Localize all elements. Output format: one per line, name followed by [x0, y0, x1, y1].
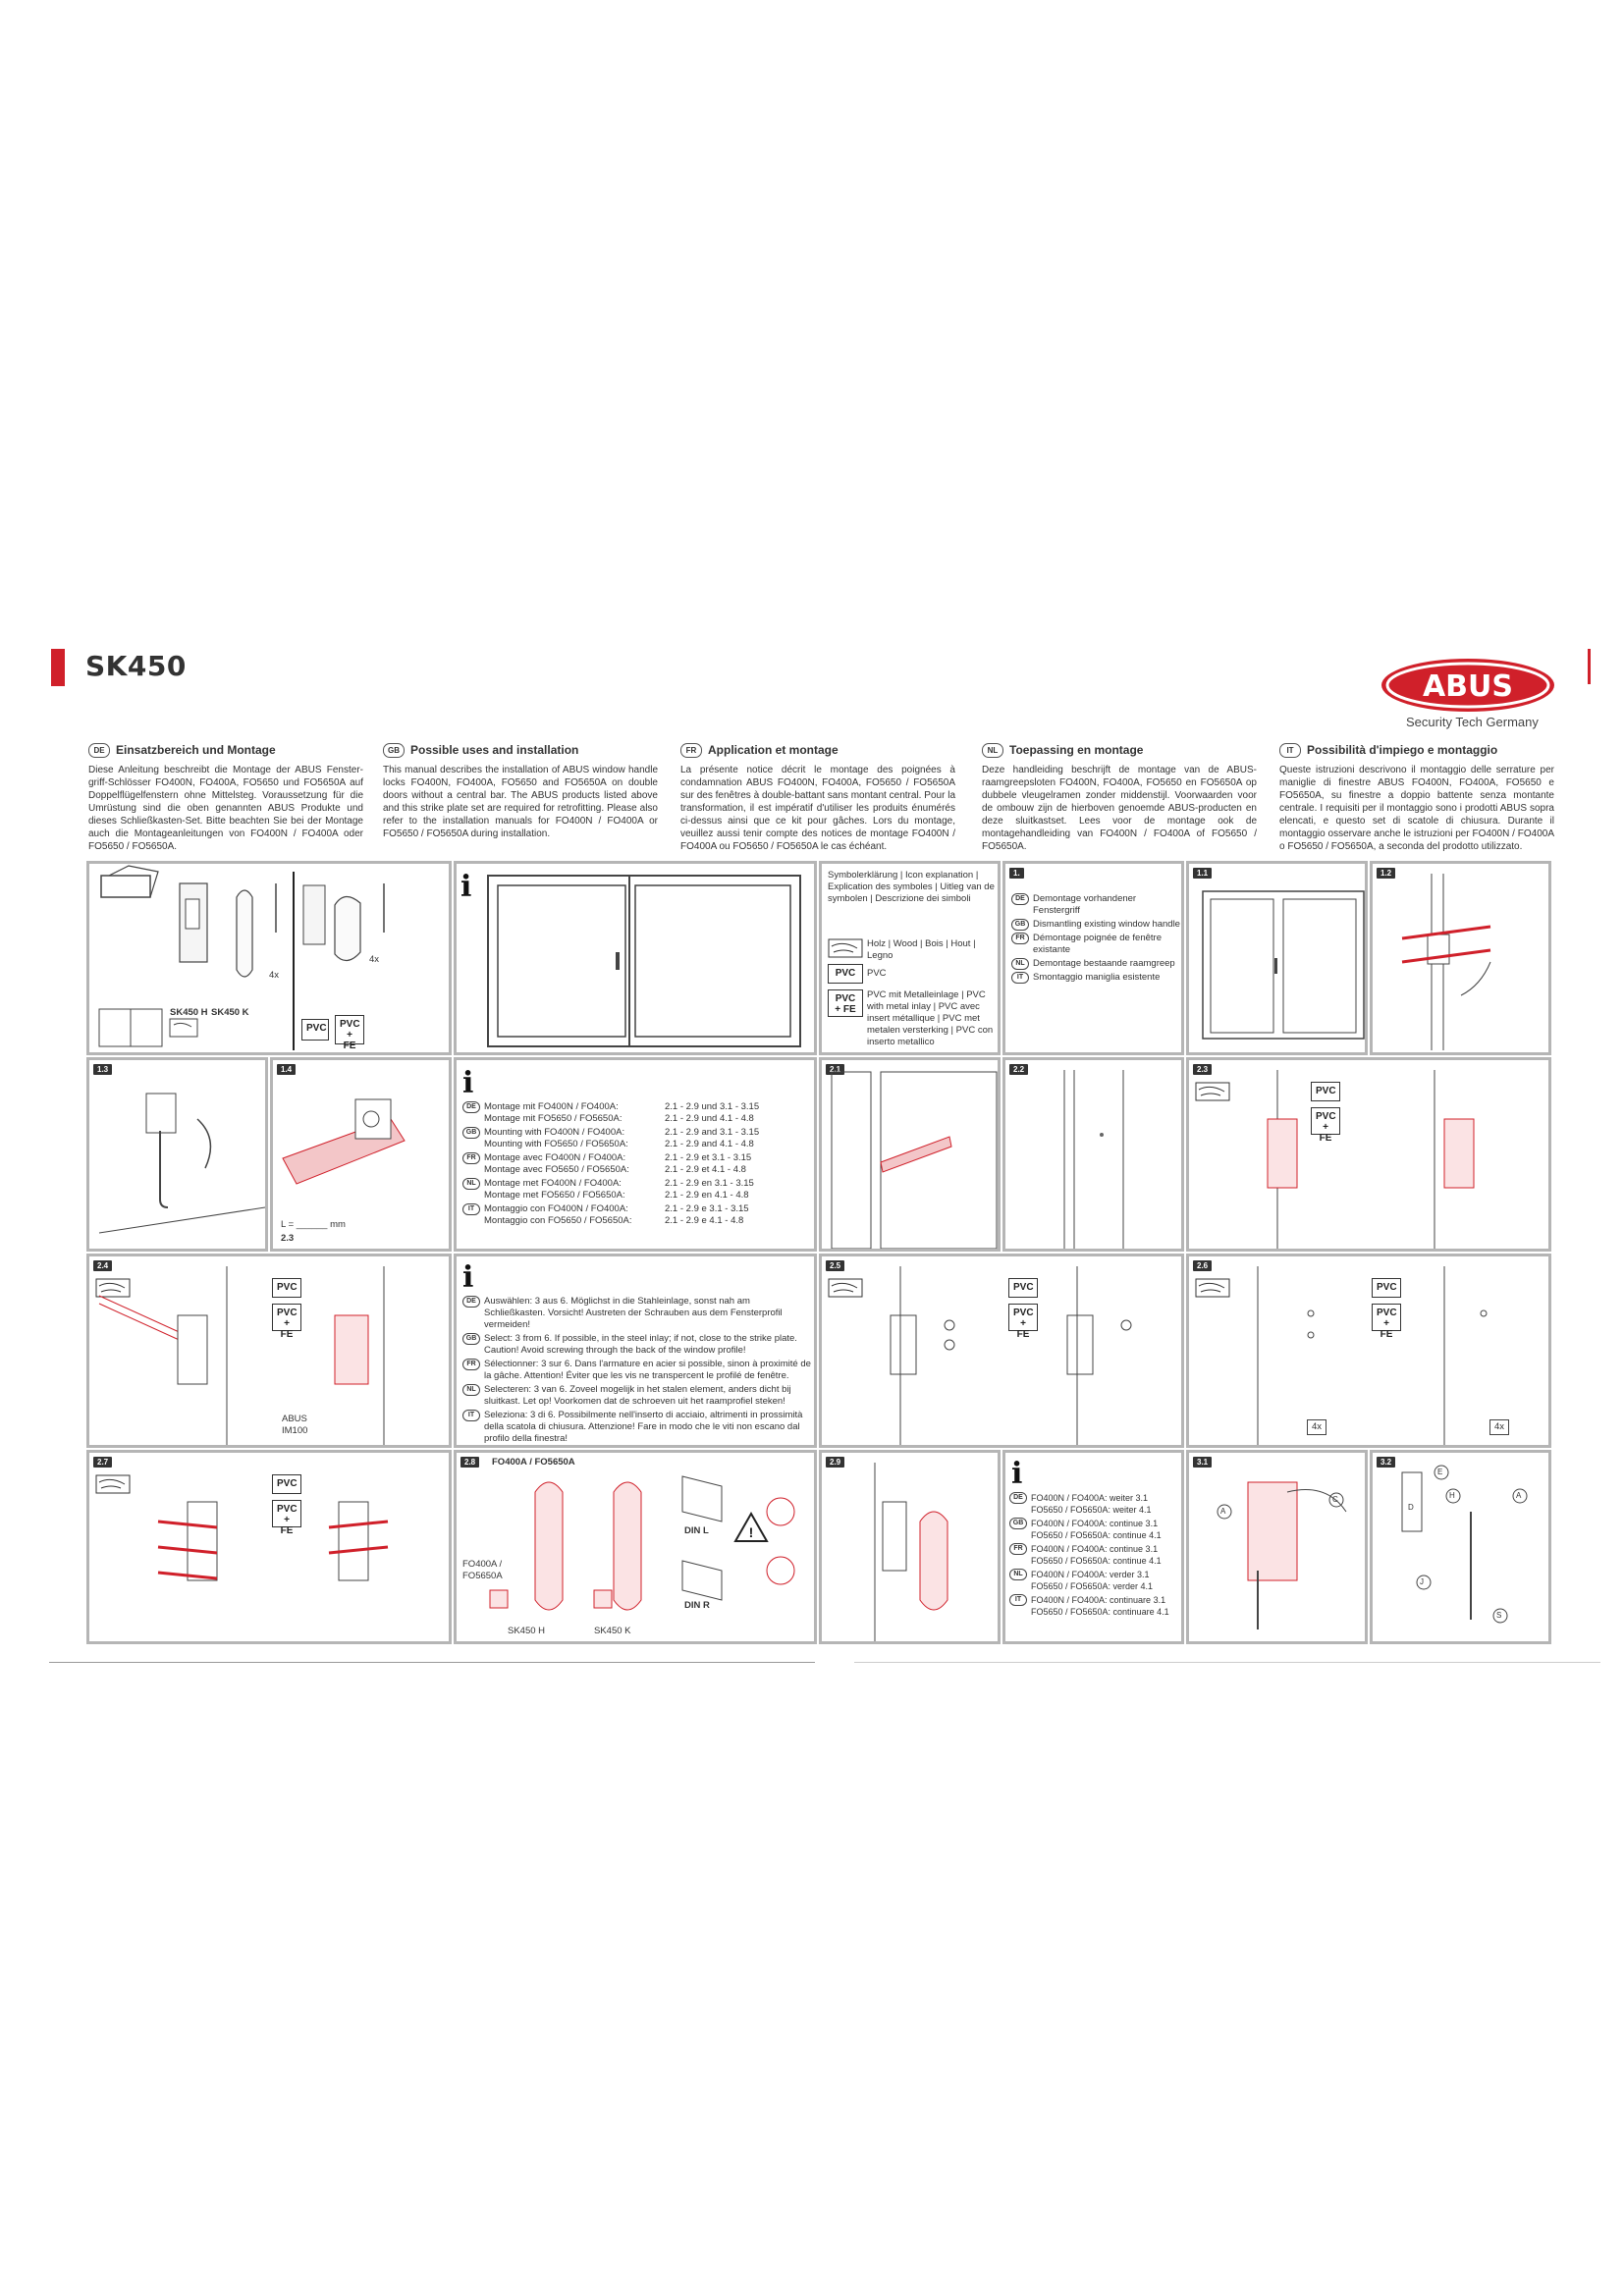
- qty-label: 4x: [269, 970, 280, 981]
- qty-label: 4x: [369, 954, 380, 965]
- wood-icon: [1195, 1082, 1230, 1101]
- pvc-icon: PVC: [1008, 1278, 1038, 1298]
- lang-section-de: [88, 743, 363, 853]
- panel-2-7: [86, 1450, 452, 1644]
- ref-label: 2.3: [281, 1233, 295, 1244]
- panel-1-4: [270, 1057, 452, 1252]
- title-accent-bar: [51, 649, 65, 686]
- screw-holes-illustration: [822, 1256, 1181, 1445]
- product-label: FO400A / FO5650A: [462, 1559, 503, 1581]
- step-number: 1.4: [277, 1064, 296, 1075]
- mark-position-illustration: [822, 1060, 998, 1249]
- din-label: DIN R: [684, 1600, 710, 1611]
- pvc-fe-icon: PVC + FE: [1311, 1107, 1340, 1135]
- handle-rotate-illustration: [89, 1060, 265, 1249]
- panel-2-9: [819, 1450, 1001, 1644]
- pvc-fe-icon: PVC + FE: [272, 1500, 301, 1527]
- step-number: 1.2: [1377, 868, 1395, 879]
- pvc-icon: PVC: [828, 964, 863, 984]
- symbols-title: Symbolerklärung | Icon explanation | Explication des symboles | Uitleg van de symbolen | Descrizione dei simboli: [828, 870, 995, 904]
- panel-1-1: [1186, 861, 1368, 1055]
- step-number: 3.2: [1377, 1457, 1395, 1468]
- din-label: DIN L: [684, 1525, 709, 1536]
- pvc-icon: PVC: [272, 1474, 301, 1494]
- panel-mounting-overview: [454, 1057, 817, 1252]
- step-number: 2.6: [1193, 1260, 1212, 1271]
- step-number: 1.: [1009, 868, 1024, 879]
- drill-illustration: [89, 1256, 449, 1445]
- panel-1-3: [86, 1057, 268, 1252]
- part-label: S: [1496, 1611, 1502, 1620]
- step-number: 3.1: [1193, 1457, 1212, 1468]
- panel-continue: [1002, 1450, 1184, 1644]
- part-label: A: [1220, 1507, 1226, 1516]
- lang-badge: IT: [1279, 743, 1301, 758]
- pvc-icon: PVC: [1372, 1278, 1401, 1298]
- step-number: 2.4: [93, 1260, 112, 1271]
- panel-window-overview: [454, 861, 817, 1055]
- lang-heading: Possibilità d'impiego e montaggio: [1307, 743, 1498, 757]
- length-label: L = ______ mm: [281, 1219, 346, 1230]
- panel-contents: [86, 861, 452, 1055]
- window-sash-illustration: [1189, 864, 1365, 1052]
- step-number: 1.1: [1193, 868, 1212, 879]
- info-icon: i: [1011, 1457, 1023, 1491]
- abus-im100-label: ABUS IM100: [282, 1414, 308, 1436]
- step-number: 2.1: [826, 1064, 844, 1075]
- pvc-fe-icon: PVC + FE: [828, 989, 863, 1017]
- lang-badge: NL: [982, 743, 1003, 758]
- strike-plate-illustration: [1228, 1060, 1543, 1249]
- product-label: SK450 K: [594, 1626, 631, 1636]
- lang-body: La présente notice décrit le montage des poignées à condamnation ABUS FO400N, FO400A, FO5650 / FO5650A sur des fenêtres à double-battant sans montant central. Pour la transformation, il est impératif d'utiliser les produits énumérés ci-dessus ainsi que ce kit pour gâches. Lors du montage, veuillez aussi tenir compte des notices de montage FO400N / FO400A ou FO5650 / FO5650A le cas échéant.: [680, 765, 955, 852]
- panel-3-2: [1370, 1450, 1551, 1644]
- mark-holes-illustration: [1189, 1256, 1548, 1445]
- tagline: Security Tech Germany: [1406, 715, 1539, 729]
- step-number: 2.9: [826, 1457, 844, 1468]
- step-number: 2.5: [826, 1260, 844, 1271]
- part-label: D: [1408, 1503, 1414, 1512]
- panel-2-3: [1186, 1057, 1551, 1252]
- svg-text:!: !: [748, 1524, 754, 1540]
- panel-3-1: [1186, 1450, 1368, 1644]
- pvc-icon: PVC: [1311, 1082, 1340, 1101]
- part-label: A: [1516, 1491, 1522, 1500]
- lang-heading: Einsatzbereich und Montage: [116, 743, 276, 757]
- lang-section-it: [1279, 743, 1554, 853]
- panel-2-1: [819, 1057, 1001, 1252]
- info-badge: 4x: [1307, 1419, 1326, 1435]
- edge-mark: [1588, 649, 1591, 684]
- panel-2-8: [454, 1450, 817, 1644]
- wood-label: Holz | Wood | Bois | Hout | Legno: [867, 938, 976, 961]
- info-icon: i: [460, 870, 472, 904]
- lang-badge: DE: [88, 743, 110, 758]
- lang-body: Diese Anleitung beschreibt die Montage der ABUS Fenster-griff-Schlösser FO400N, FO400A, FO5650 und FO5650A auf Doppelflügelfenstern ohne Mittelsteg. Voraussetzung für die Umrüstung sind die oben genannten ABUS Produkte und dieses Schließkasten-Set. Bitte beachten Sie bei der Montage auch die Montageanleitungen von FO400N / FO400A oder FO5650 / FO5650A.: [88, 765, 363, 852]
- panel-2-4: [86, 1254, 452, 1448]
- part-label: E: [1437, 1468, 1443, 1476]
- lang-section-gb: [383, 743, 658, 840]
- lang-heading: Toepassing en montage: [1009, 743, 1144, 757]
- screw-in-illustration: [89, 1453, 449, 1641]
- panel-2-6: [1186, 1254, 1551, 1448]
- wood-icon: [828, 938, 863, 958]
- abus-logo: [1379, 656, 1557, 715]
- pvc-fe-icon: PVC + FE: [1372, 1304, 1401, 1331]
- part-label: H: [1449, 1491, 1455, 1500]
- panel-2-2: [1002, 1057, 1184, 1252]
- step-number: 2.2: [1009, 1064, 1028, 1075]
- pvc-fe-icon: PVC + FE: [272, 1304, 301, 1331]
- step-number: 2.3: [1193, 1064, 1212, 1075]
- lang-section-fr: [680, 743, 955, 853]
- step-number: 2.7: [93, 1457, 112, 1468]
- lang-body: This manual describes the installation of ABUS window handle locks FO400N, FO400A, FO5650 and FO5650A on double doors without a central bar. The ABUS products listed above and this strike plate set are required for retrofitting. Please also refer to the installation manuals for FO400N / FO400A or FO5650 / FO5650A during installation.: [383, 765, 658, 839]
- product-label: SK450 K: [211, 1007, 249, 1018]
- divider-line: [49, 1662, 815, 1663]
- pvc-fe-icon: PVC + FE: [1008, 1304, 1038, 1331]
- lang-heading: Application et montage: [708, 743, 839, 757]
- logo-text: ABUS: [1422, 669, 1514, 704]
- metal-label: PVC mit Metalleinlage | PVC with metal inlay | PVC avec insert métallique | PVC met metalen versterking | PVC con inserto metallico: [867, 989, 994, 1047]
- window-edge-illustration: [1005, 1060, 1181, 1249]
- step-number: 2.8: [460, 1457, 479, 1468]
- product-label: SK450 H: [508, 1626, 546, 1636]
- lang-heading: Possible uses and installation: [410, 743, 579, 757]
- panel-select-screws: [454, 1254, 817, 1448]
- cover-attached-illustration: [822, 1453, 998, 1641]
- lang-badge: GB: [383, 743, 405, 758]
- select-list: DE Auswählen: 3 aus 6. Möglichst in die Stahleinlage, sonst nah am Schließkasten. Vorsicht! Austreten der Schrauben aus dem Fensterprofil vermeiden! GB Select: 3 from 6. If possible, in the steel inlay; if not, close to the strike plate. Caution! Avoid screwing through the back of the window profile! FR Sélectionner: 3 sur 6. Dans l'armature en acier si possible, sinon à proximité de la gâche. Attention! Éviter que les vis ne transpercent le profilé de fenêtre. NL Selecteren: 3 van 6. Zoveel mogelijk in het stalen element, anders dicht bij sluitkast. Let op! Voorkomen dat de schroeven uit het raamprofiel steken! IT Seleziona: 3 di 6. Possibilmente nell'inserto di acciaio, altrimenti in prossimità della scatola di chiusura. Attenzione! Fare in modo che le viti non escano dal profilo della finestra!: [462, 1296, 812, 1447]
- step-number: 1.3: [93, 1064, 112, 1075]
- pvc-icon: PVC: [272, 1278, 301, 1298]
- handle-parts-illustration: [1189, 1453, 1365, 1641]
- panel-step-1: [1002, 861, 1184, 1055]
- mounting-list: DE Montage mit FO400N / FO400A: Montage mit FO5650 / FO5650A: 2.1 - 2.9 und 3.1 - 3.15 2.1 - 2.9 und 4.1 - 4.8 GB Mounting with FO400N / FO400A: Mounting with FO5650 / FO5650A: 2.1 - 2.9 and 3.1 - 3.15 2.1 - 2.9 and 4.1 - 4.8 FR Montage avec FO400N / FO400A: Montage avec FO5650 / FO5650A: 2.1 - 2.9 et 3.1 - 3.15 2.1 - 2.9 et 4.1 - 4.8 NL Montage met FO400N / FO400A: Montage met FO5650 / FO5650A: 2.1 - 2.9 en 3.1 - 3.15 2.1 - 2.9 en 4.1 - 4.8 IT Montaggio con FO400N / FO400A: Montaggio con FO5650 / FO5650A: 2.1 - 2.9 e 3.1 - 3.15 2.1 - 2.9 e 4.1 - 4.8: [462, 1101, 812, 1229]
- pvc-label: PVC: [867, 968, 887, 979]
- exploded-parts-illustration: [1373, 1453, 1548, 1641]
- panel-symbols: [819, 861, 1001, 1055]
- panel-title: FO400A / FO5650A: [492, 1457, 575, 1468]
- part-label: C: [1332, 1495, 1338, 1504]
- panel-1-2: [1370, 861, 1551, 1055]
- info-icon: i: [462, 1066, 474, 1100]
- continue-list: DE FO400N / FO400A: weiter 3.1 FO5650 / FO5650A: weiter 4.1 GB FO400N / FO400A: continue 3.1 FO5650 / FO5650A: continue 4.1 FR FO400N / FO400A: continue 3.1 FO5650 / FO5650A: continue 4.1 NL FO400N / FO400A: verder 3.1 FO5650 / FO5650A: verder 4.1 IT FO400N / FO400A: continuare 3.1 FO5650 / FO5650A: continuare 4.1: [1009, 1492, 1182, 1620]
- part-label: J: [1420, 1577, 1424, 1586]
- lang-body: Deze handleiding beschrijft de montage van de ABUS-raamgreepsloten FO400N, FO400A, FO5650 en FO5650A op dubbele vleugelramen zonder middenstijl. Voorwaarden voor de ombouw zijn de hierboven genoemde ABUS-producten en deze sluitkastset. Lees voor de montage ook de montagehandleiding van FO400N / FO400A of FO5650 / FO5650A.: [982, 765, 1257, 852]
- contents-illustration: [89, 864, 449, 1052]
- divider-line: [854, 1662, 1600, 1663]
- handle-removal-illustration: [1373, 864, 1548, 1052]
- lang-body: Queste istruzioni descrivono il montaggio delle serrature per maniglie di finestre ABUS FO400N, FO400A, FO5650 e FO5650A, su finestre a doppio battente senza montante centrale. I requisiti per il montaggio sono i prodotti ABUS sopra elencati, e questo set di scatole di chiusura. Durante il montaggio osservare anche le istruzioni per FO400N / FO400A o FO5650 / FO5650A, a seconda del prodotto utilizzato.: [1279, 765, 1554, 852]
- strike-cover-illustration: [457, 1453, 814, 1641]
- product-label: SK450 H: [170, 1007, 208, 1018]
- panel-2-5: [819, 1254, 1184, 1448]
- lang-badge: FR: [680, 743, 702, 758]
- page-title: SK450: [85, 650, 187, 682]
- window-illustration: [457, 864, 814, 1052]
- dismantle-list: DE Demontage vorhandener Fenstergriff GB Dismantling existing window handle FR Démontage poignée de fenêtre existante NL Demontage bestaande raamgreep IT Smontaggio maniglia esistente: [1011, 893, 1180, 986]
- pvc-icon: PVC: [301, 1019, 329, 1041]
- pvc-fe-icon: PVC + FE: [335, 1015, 364, 1044]
- info-badge: 4x: [1489, 1419, 1509, 1435]
- lang-section-nl: [982, 743, 1257, 853]
- info-icon: i: [462, 1260, 474, 1295]
